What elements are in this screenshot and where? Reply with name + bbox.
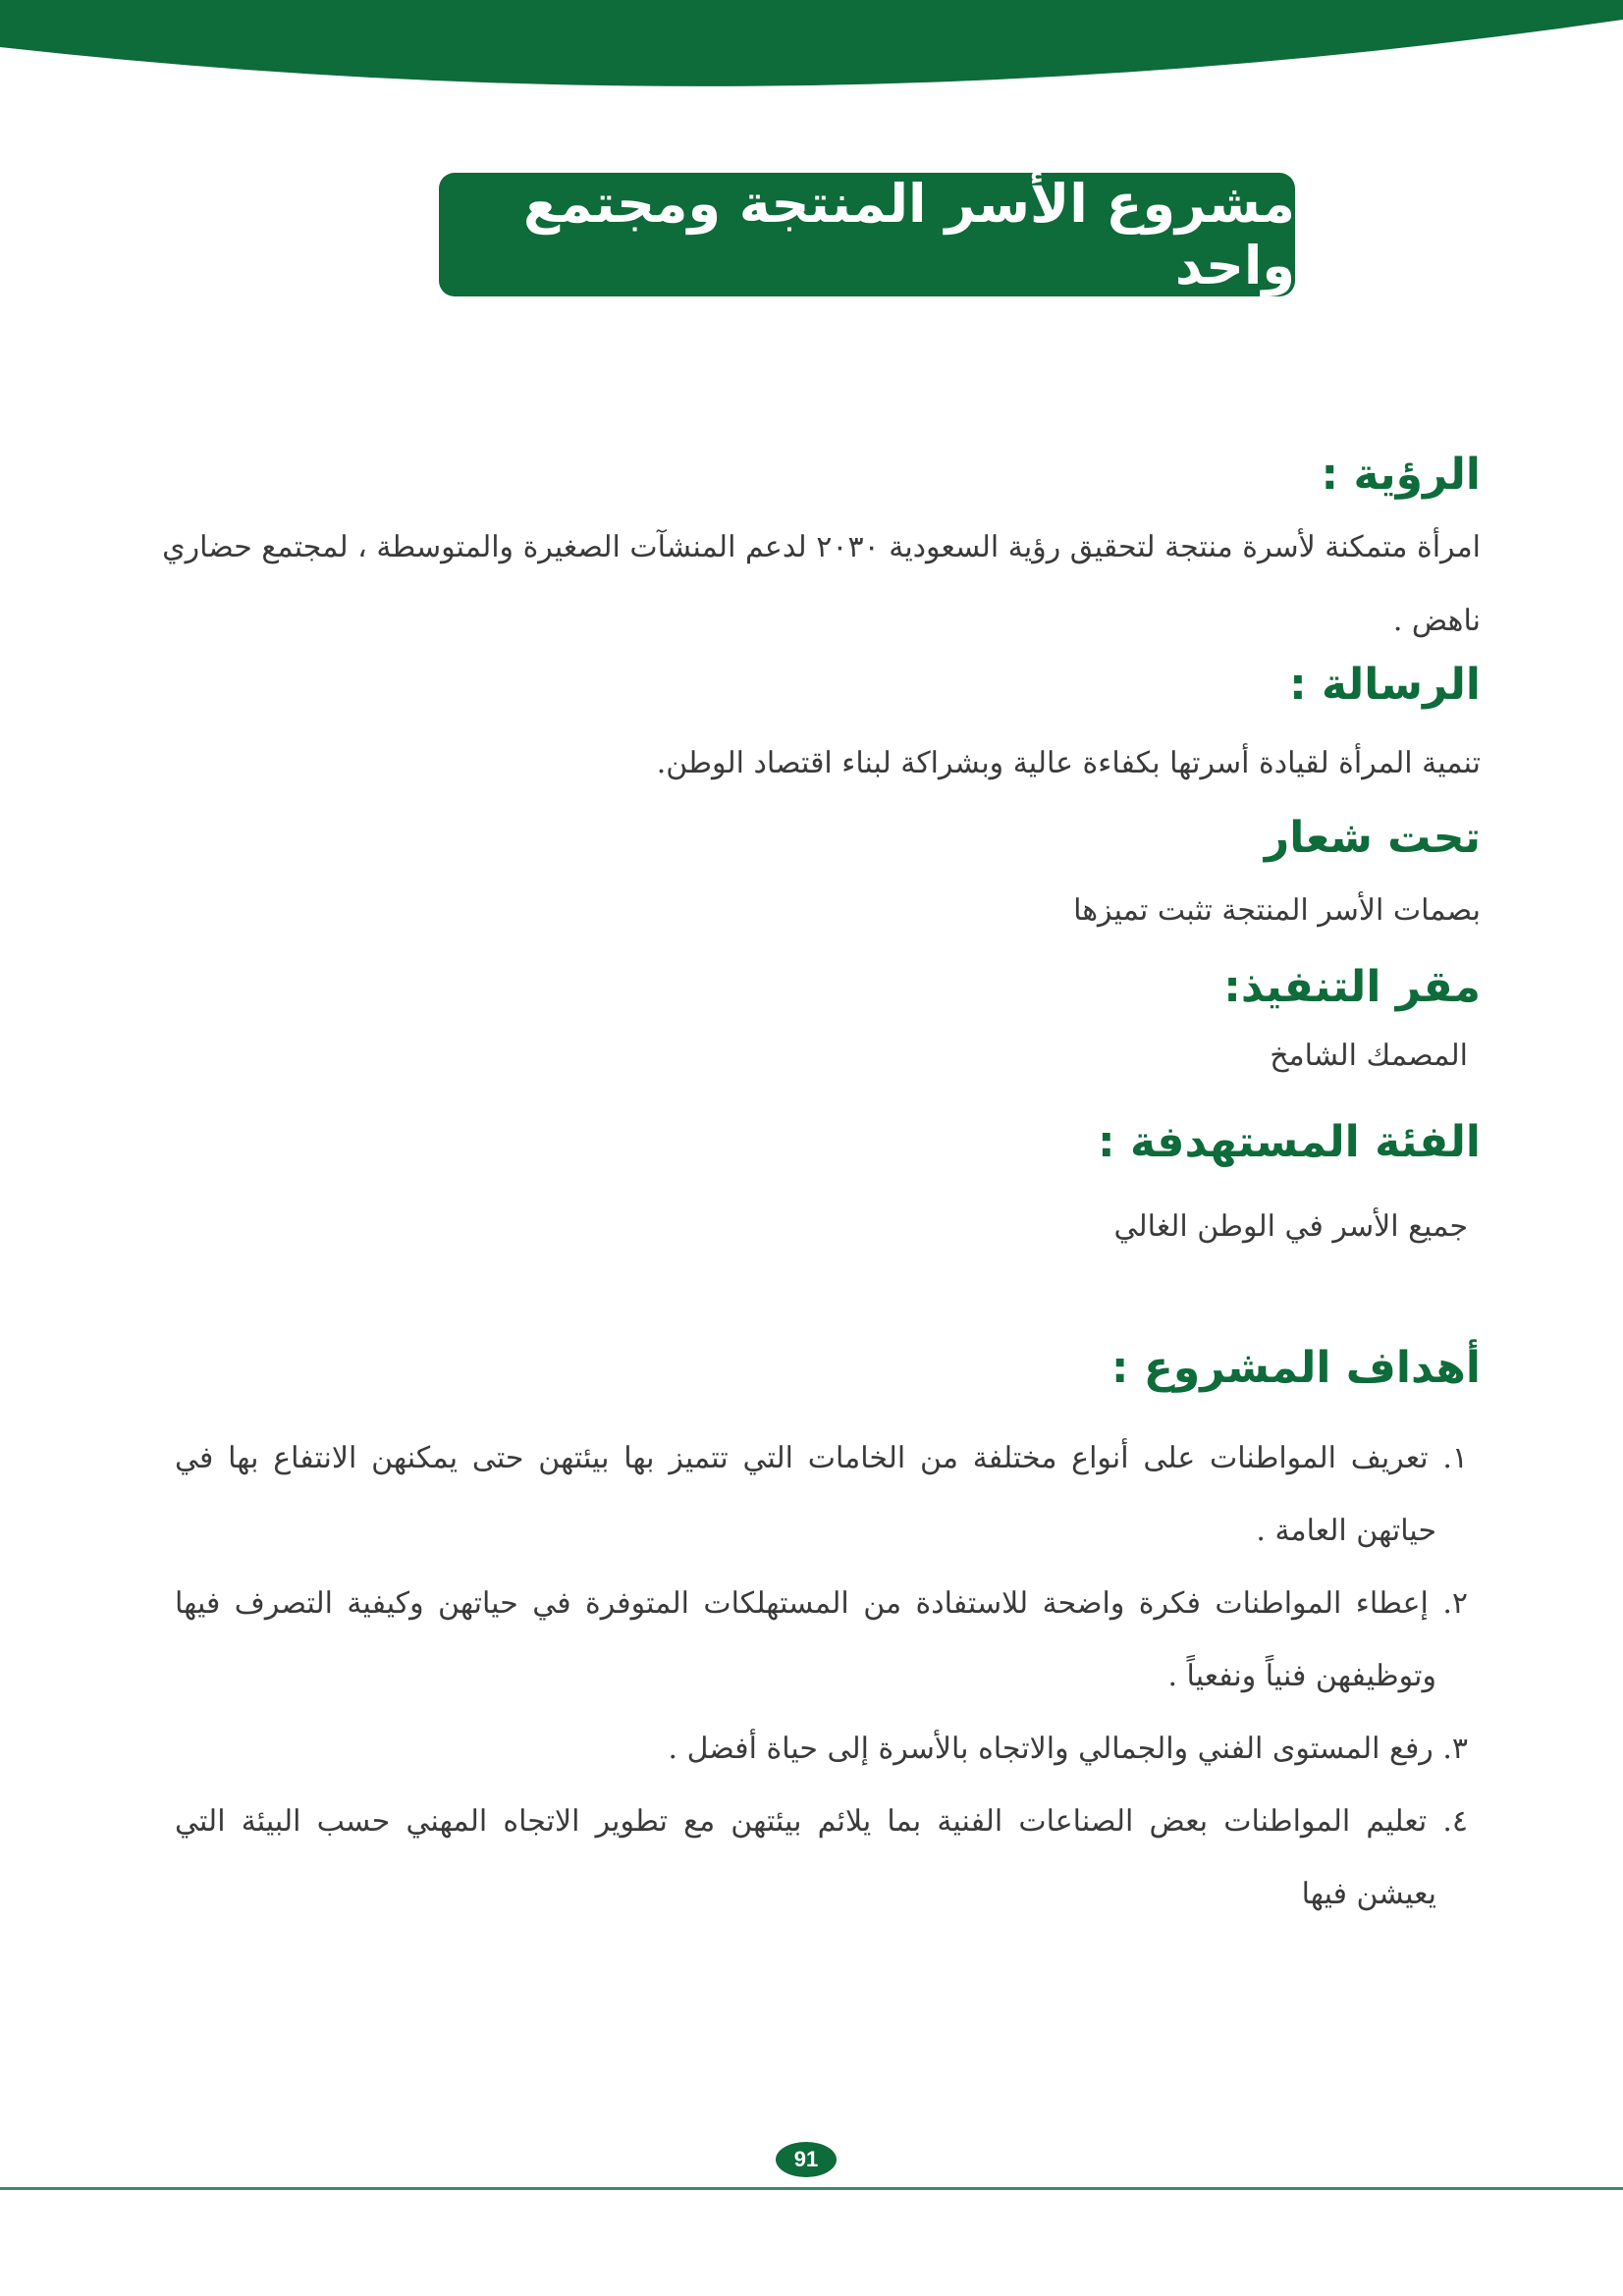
goal-item-1-line-2: حياتهن العامة . [1256,1514,1436,1548]
slogan-text: بصمات الأسر المنتجة تثبت تميزها [1073,893,1481,928]
goal-item-4-line-1: ٤. تعليم المواطنات بعض الصناعات الفنية بما يلائم بيئتهن مع تطوير الاتجاه المهني حسب البيئة التي [175,1804,1468,1839]
top-wave-decoration [0,0,1623,118]
page-number-badge [776,2142,837,2177]
goal-item-2-line-1: ٢. إعطاء المواطنات فكرة واضحة للاستفادة من المستهلكات المتوفرة في حياتهن وكيفية التصرف فيها [175,1586,1468,1621]
vision-text-line-2: ناهض . [1392,604,1481,638]
slogan-heading: تحت شعار [1264,813,1481,863]
mission-heading: الرسالة : [1289,660,1481,710]
target-text: جميع الأسر في الوطن الغالي [1113,1209,1468,1244]
page-title-banner [439,173,1295,296]
goal-item-4-line-2: يعيشن فيها [1301,1877,1436,1911]
goal-item-1-line-1: ١. تعريف المواطنات على أنواع مختلفة من الخامات التي تتميز بها بيئتهن حتى يمكنهن الانتفاع بها في [175,1441,1468,1475]
target-heading: الفئة المستهدفة : [1098,1117,1481,1167]
location-text: المصمك الشامخ [1270,1039,1468,1073]
goal-item-3-line-1: ٣. رفع المستوى الفني والجمالي والاتجاه بالأسرة إلى حياة أفضل . [668,1732,1468,1766]
goal-item-2-line-2: وتوظيفهن فنياً ونفعياً . [1167,1659,1436,1693]
page-title: مشروع الأسر المنتجة ومجتمع واحد [522,173,1295,296]
location-heading: مقر التنفيذ: [1223,962,1481,1012]
vision-text-line-1: امرأة متمكنة لأسرة منتجة لتحقيق رؤية السعودية ٢٠٣٠ لدعم المنشآت الصغيرة والمتوسطة ، لمجتمع حضاري [162,530,1481,564]
vision-heading: الرؤية : [1321,450,1481,500]
footer-divider [0,2187,1623,2190]
page-number: 91 [793,2147,819,2171]
mission-text: تنمية المرأة لقيادة أسرتها بكفاءة عالية وبشراكة لبناء اقتصاد الوطن. [656,746,1481,780]
goals-heading: أهداف المشروع : [1110,1343,1481,1393]
